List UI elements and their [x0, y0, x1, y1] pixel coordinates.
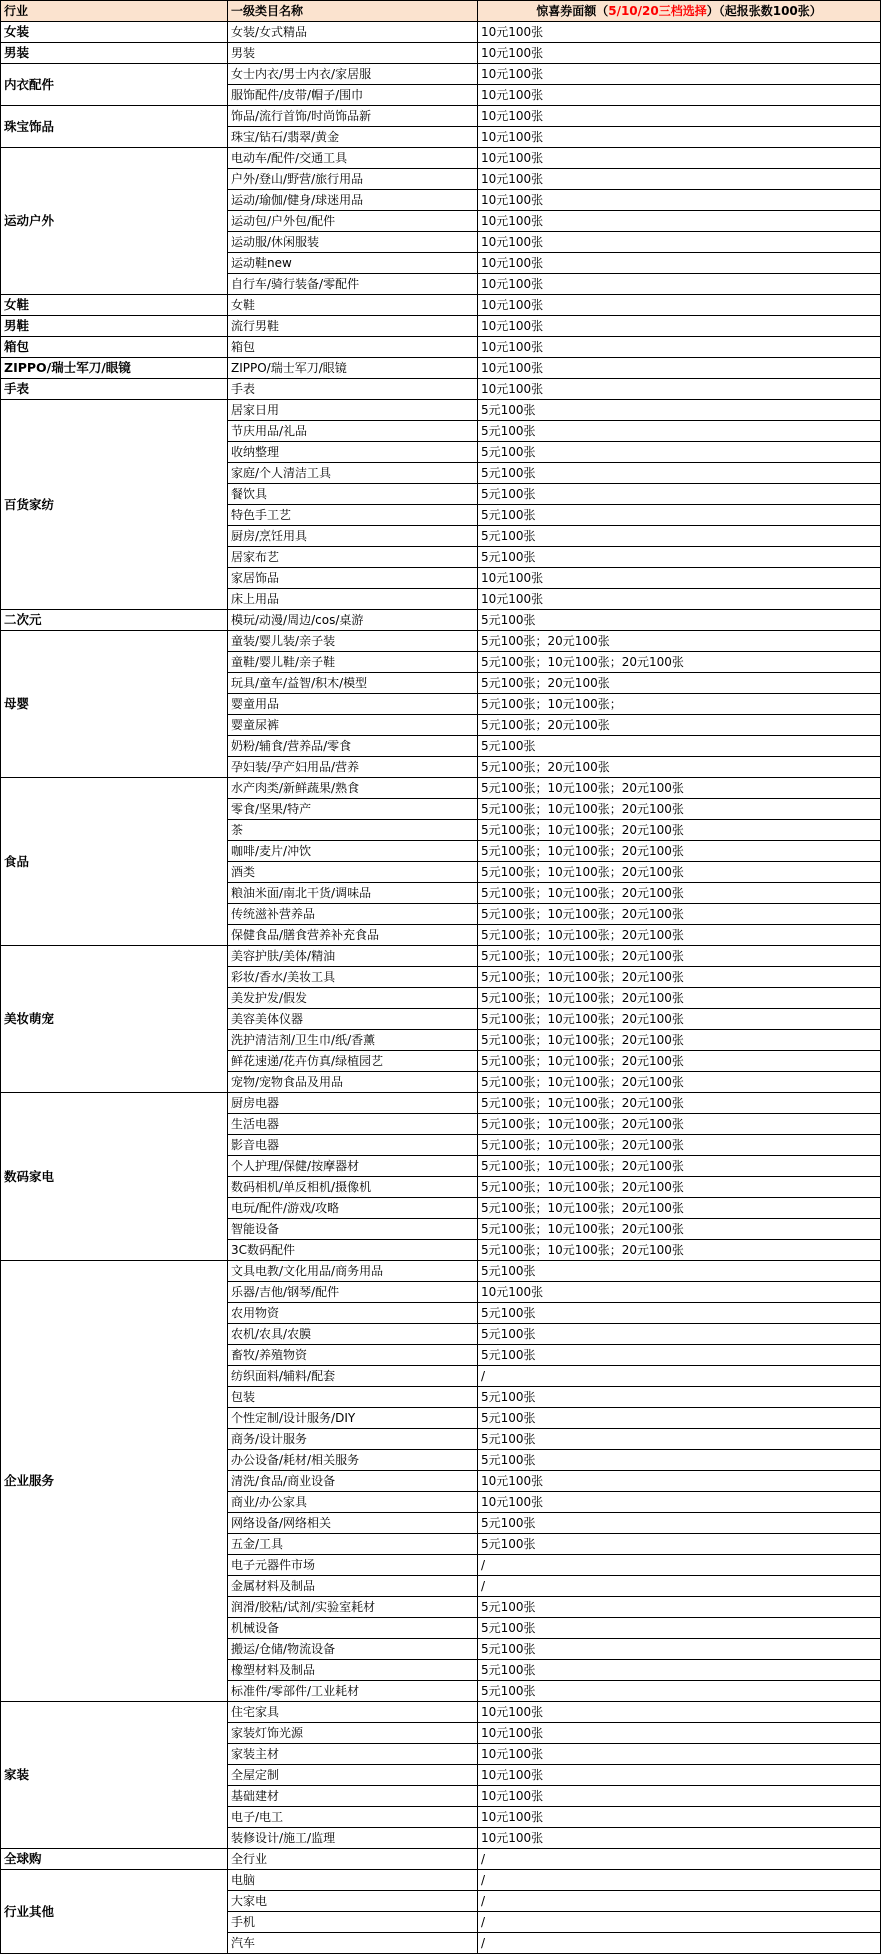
category-cell: 家居饰品 [228, 568, 478, 589]
category-cell: 玩具/童车/益智/积木/模型 [228, 673, 478, 694]
industry-cell: 家装 [1, 1702, 228, 1849]
category-cell: 女装/女式精品 [228, 22, 478, 43]
coupon-value-cell: 5元100张 [478, 1681, 881, 1702]
category-cell: 影音电器 [228, 1135, 478, 1156]
category-cell: 办公设备/耗材/相关服务 [228, 1450, 478, 1471]
category-cell: 服饰配件/皮带/帽子/围巾 [228, 85, 478, 106]
coupon-value-cell: 5元100张；20元100张 [478, 673, 881, 694]
coupon-value-cell: 5元100张；10元100张；20元100张 [478, 862, 881, 883]
coupon-value-cell: 10元100张 [478, 379, 881, 400]
table-row [1, 64, 881, 85]
coupon-value-cell: 10元100张 [478, 337, 881, 358]
category-cell: ZIPPO/瑞士军刀/眼镜 [228, 358, 478, 379]
category-cell: 男装 [228, 43, 478, 64]
coupon-value-cell: 10元100张 [478, 295, 881, 316]
coupon-value-cell: 10元100张 [478, 232, 881, 253]
coupon-value-cell: 5元100张；10元100张；20元100张 [478, 1219, 881, 1240]
category-cell: 大家电 [228, 1891, 478, 1912]
coupon-value-cell: 5元100张；10元100张；20元100张 [478, 1114, 881, 1135]
table-row [1, 1702, 881, 1723]
category-cell: 润滑/胶粘/试剂/实验室耗材 [228, 1597, 478, 1618]
coupon-value-cell: 5元100张 [478, 1429, 881, 1450]
category-cell: 3C数码配件 [228, 1240, 478, 1261]
industry-cell: 手表 [1, 379, 228, 400]
coupon-value-cell: 5元100张 [478, 736, 881, 757]
category-cell: 保健食品/膳食营养补充食品 [228, 925, 478, 946]
coupon-value-cell: 5元100张；10元100张；20元100张 [478, 1177, 881, 1198]
coupon-value-cell: 10元100张 [478, 22, 881, 43]
category-cell: 生活电器 [228, 1114, 478, 1135]
category-cell: 零食/坚果/特产 [228, 799, 478, 820]
category-cell: 床上用品 [228, 589, 478, 610]
category-cell: 奶粉/辅食/营养品/零食 [228, 736, 478, 757]
category-cell: 模玩/动漫/周边/cos/桌游 [228, 610, 478, 631]
industry-cell: 母婴 [1, 631, 228, 778]
industry-cell: 女装 [1, 22, 228, 43]
category-cell: 宠物/宠物食品及用品 [228, 1072, 478, 1093]
category-cell: 家庭/个人清洁工具 [228, 463, 478, 484]
coupon-value-cell: 5元100张；10元100张；20元100张 [478, 946, 881, 967]
coupon-value-cell: 10元100张 [478, 253, 881, 274]
coupon-value-cell: 5元100张；10元100张；20元100张 [478, 1198, 881, 1219]
category-cell: 厨房电器 [228, 1093, 478, 1114]
table-row [1, 106, 881, 127]
category-cell: 全行业 [228, 1849, 478, 1870]
category-cell: 电玩/配件/游戏/攻略 [228, 1198, 478, 1219]
coupon-value-cell: / [478, 1576, 881, 1597]
coupon-value-cell: 5元100张；20元100张 [478, 631, 881, 652]
header-row [1, 1, 881, 22]
category-cell: 粮油米面/南北干货/调味品 [228, 883, 478, 904]
category-cell: 女士内衣/男士内衣/家居服 [228, 64, 478, 85]
table-row [1, 148, 881, 169]
category-cell: 厨房/烹饪用具 [228, 526, 478, 547]
coupon-value-cell: 10元100张 [478, 43, 881, 64]
coupon-value-cell: 5元100张 [478, 1345, 881, 1366]
category-cell: 婴童用品 [228, 694, 478, 715]
industry-cell: 内衣配件 [1, 64, 228, 106]
header-amount-prefix: 惊喜券面额（ [536, 4, 609, 18]
category-cell: 包装 [228, 1387, 478, 1408]
category-cell: 搬运/仓储/物流设备 [228, 1639, 478, 1660]
coupon-value-cell: 5元100张 [478, 1639, 881, 1660]
coupon-value-cell: 10元100张 [478, 1723, 881, 1744]
industry-cell: 百货家纺 [1, 400, 228, 610]
category-cell: 网络设备/网络相关 [228, 1513, 478, 1534]
coupon-value-cell: 10元100张 [478, 568, 881, 589]
coupon-value-cell: 5元100张 [478, 526, 881, 547]
category-cell: 运动鞋new [228, 253, 478, 274]
coupon-value-cell: / [478, 1849, 881, 1870]
coupon-value-cell: / [478, 1366, 881, 1387]
header-industry: 行业 [1, 1, 228, 22]
table-row [1, 1870, 881, 1891]
category-cell: 电子/电工 [228, 1807, 478, 1828]
coupon-value-cell: 5元100张；10元100张；20元100张 [478, 883, 881, 904]
category-cell: 婴童尿裤 [228, 715, 478, 736]
industry-cell: 运动户外 [1, 148, 228, 295]
coupon-value-cell: 10元100张 [478, 1471, 881, 1492]
category-cell: 家装主材 [228, 1744, 478, 1765]
category-cell: 个人护理/保健/按摩器材 [228, 1156, 478, 1177]
table-row [1, 1261, 881, 1282]
category-cell: 家装灯饰光源 [228, 1723, 478, 1744]
header-amount-suffix: ）（起报张数100张） [706, 4, 822, 18]
table-row [1, 295, 881, 316]
industry-cell: 行业其他 [1, 1870, 228, 1954]
coupon-value-cell: 5元100张；10元100张；20元100张 [478, 1156, 881, 1177]
category-cell: 电脑 [228, 1870, 478, 1891]
coupon-value-cell: 10元100张 [478, 274, 881, 295]
table-row [1, 946, 881, 967]
industry-cell: 箱包 [1, 337, 228, 358]
category-cell: 农机/农具/农膜 [228, 1324, 478, 1345]
coupon-value-cell: 5元100张 [478, 1408, 881, 1429]
category-cell: 电动车/配件/交通工具 [228, 148, 478, 169]
table-row [1, 610, 881, 631]
coupon-value-cell: 10元100张 [478, 148, 881, 169]
category-cell: 基础建材 [228, 1786, 478, 1807]
category-cell: 童鞋/婴儿鞋/亲子鞋 [228, 652, 478, 673]
industry-cell: 食品 [1, 778, 228, 946]
coupon-value-cell: 10元100张 [478, 127, 881, 148]
category-cell: 水产肉类/新鲜蔬果/熟食 [228, 778, 478, 799]
category-cell: 全屋定制 [228, 1765, 478, 1786]
coupon-value-cell: 5元100张；10元100张；20元100张 [478, 1009, 881, 1030]
category-cell: 居家布艺 [228, 547, 478, 568]
category-cell: 手机 [228, 1912, 478, 1933]
coupon-value-cell: 10元100张 [478, 1807, 881, 1828]
industry-cell: 企业服务 [1, 1261, 228, 1702]
category-cell: 餐饮具 [228, 484, 478, 505]
category-cell: 运动服/休闲服装 [228, 232, 478, 253]
coupon-value-cell: 10元100张 [478, 1828, 881, 1849]
industry-cell: 女鞋 [1, 295, 228, 316]
coupon-value-cell: 5元100张；10元100张；20元100张 [478, 1072, 881, 1093]
coupon-value-cell: 5元100张；10元100张；20元100张 [478, 1093, 881, 1114]
coupon-value-cell: 5元100张；10元100张；20元100张 [478, 1051, 881, 1072]
coupon-value-cell: 10元100张 [478, 1282, 881, 1303]
coupon-value-cell: / [478, 1891, 881, 1912]
coupon-value-cell: 5元100张 [478, 463, 881, 484]
coupon-value-cell: 5元100张 [478, 1660, 881, 1681]
coupon-value-cell: / [478, 1870, 881, 1891]
category-cell: 纺织面料/辅料/配套 [228, 1366, 478, 1387]
category-cell: 户外/登山/野营/旅行用品 [228, 169, 478, 190]
category-cell: 收纳整理 [228, 442, 478, 463]
category-cell: 咖啡/麦片/冲饮 [228, 841, 478, 862]
header-amount [478, 1, 881, 22]
coupon-value-cell: 10元100张 [478, 316, 881, 337]
coupon-value-cell: 10元100张 [478, 1744, 881, 1765]
category-cell: 标准件/零部件/工业耗材 [228, 1681, 478, 1702]
coupon-value-cell: 5元100张；10元100张；20元100张 [478, 778, 881, 799]
coupon-value-cell: 5元100张 [478, 1597, 881, 1618]
category-cell: 机械设备 [228, 1618, 478, 1639]
category-cell: 特色手工艺 [228, 505, 478, 526]
industry-cell: 二次元 [1, 610, 228, 631]
category-cell: 传统滋补营养品 [228, 904, 478, 925]
industry-cell: 男鞋 [1, 316, 228, 337]
industry-cell: 美妆萌宠 [1, 946, 228, 1093]
coupon-value-cell: 5元100张 [478, 610, 881, 631]
category-cell: 孕妇装/孕产妇用品/营养 [228, 757, 478, 778]
coupon-value-cell: 5元100张 [478, 400, 881, 421]
coupon-value-cell: 5元100张；10元100张；20元100张 [478, 820, 881, 841]
category-cell: 饰品/流行首饰/时尚饰品新 [228, 106, 478, 127]
coupon-value-cell: 5元100张 [478, 1387, 881, 1408]
coupon-value-cell: 10元100张 [478, 1492, 881, 1513]
category-cell: 文具电教/文化用品/商务用品 [228, 1261, 478, 1282]
category-cell: 商业/办公家具 [228, 1492, 478, 1513]
coupon-value-cell: 10元100张 [478, 358, 881, 379]
category-cell: 个性定制/设计服务/DIY [228, 1408, 478, 1429]
coupon-value-cell: 5元100张；10元100张；20元100张 [478, 1240, 881, 1261]
category-cell: 鲜花速递/花卉仿真/绿植园艺 [228, 1051, 478, 1072]
industry-cell: 珠宝饰品 [1, 106, 228, 148]
table-row [1, 316, 881, 337]
category-cell: 运动/瑜伽/健身/球迷用品 [228, 190, 478, 211]
category-cell: 箱包 [228, 337, 478, 358]
coupon-value-cell: / [478, 1912, 881, 1933]
coupon-value-cell: 10元100张 [478, 64, 881, 85]
coupon-value-cell: 5元100张 [478, 1450, 881, 1471]
category-cell: 数码相机/单反相机/摄像机 [228, 1177, 478, 1198]
category-cell: 智能设备 [228, 1219, 478, 1240]
coupon-value-cell: 5元100张；10元100张；20元100张 [478, 967, 881, 988]
coupon-value-cell: 10元100张 [478, 190, 881, 211]
category-cell: 洗护清洁剂/卫生巾/纸/香薰 [228, 1030, 478, 1051]
coupon-value-cell: 5元100张 [478, 1261, 881, 1282]
industry-cell: 数码家电 [1, 1093, 228, 1261]
industry-cell: 男装 [1, 43, 228, 64]
coupon-value-cell: 5元100张；10元100张；20元100张 [478, 925, 881, 946]
table-row [1, 1093, 881, 1114]
coupon-value-cell: 10元100张 [478, 1702, 881, 1723]
coupon-value-cell: 5元100张；10元100张；20元100张 [478, 652, 881, 673]
coupon-value-cell: 5元100张 [478, 1303, 881, 1324]
coupon-value-cell: 5元100张 [478, 421, 881, 442]
coupon-value-cell: / [478, 1555, 881, 1576]
table-row [1, 631, 881, 652]
category-cell: 五金/工具 [228, 1534, 478, 1555]
category-cell: 酒类 [228, 862, 478, 883]
coupon-value-cell: 5元100张 [478, 547, 881, 568]
header-amount-highlight: 5/10/20三档选择 [608, 4, 707, 18]
industry-cell: ZIPPO/瑞士军刀/眼镜 [1, 358, 228, 379]
coupon-value-cell: 10元100张 [478, 85, 881, 106]
coupon-value-cell: 10元100张 [478, 1765, 881, 1786]
table-row [1, 337, 881, 358]
category-cell: 电子元器件市场 [228, 1555, 478, 1576]
coupon-value-cell: 5元100张；10元100张；20元100张 [478, 1135, 881, 1156]
category-cell: 金属材料及制品 [228, 1576, 478, 1597]
category-cell: 橡塑材料及制品 [228, 1660, 478, 1681]
category-cell: 农用物资 [228, 1303, 478, 1324]
coupon-value-cell: 5元100张；20元100张 [478, 757, 881, 778]
header-category: 一级类目名称 [228, 1, 478, 22]
table-row [1, 22, 881, 43]
category-cell: 美容美体仪器 [228, 1009, 478, 1030]
table-row [1, 778, 881, 799]
coupon-value-cell: 5元100张 [478, 1324, 881, 1345]
coupon-value-cell: 5元100张 [478, 505, 881, 526]
coupon-value-cell: 10元100张 [478, 106, 881, 127]
category-cell: 手表 [228, 379, 478, 400]
category-cell: 居家日用 [228, 400, 478, 421]
category-cell: 女鞋 [228, 295, 478, 316]
coupon-value-cell: 5元100张 [478, 442, 881, 463]
category-cell: 美发护发/假发 [228, 988, 478, 1009]
table-row [1, 358, 881, 379]
category-cell: 装修设计/施工/监理 [228, 1828, 478, 1849]
category-cell: 清洗/食品/商业设备 [228, 1471, 478, 1492]
coupon-value-cell: 10元100张 [478, 211, 881, 232]
category-cell: 节庆用品/礼品 [228, 421, 478, 442]
coupon-value-cell: 5元100张；10元100张；20元100张 [478, 1030, 881, 1051]
coupon-value-cell: 10元100张 [478, 589, 881, 610]
category-cell: 畜牧/养殖物资 [228, 1345, 478, 1366]
table-body [1, 22, 881, 1954]
category-cell: 童装/婴儿装/亲子装 [228, 631, 478, 652]
category-cell: 汽车 [228, 1933, 478, 1954]
coupon-value-cell: / [478, 1933, 881, 1954]
category-cell: 流行男鞋 [228, 316, 478, 337]
table-row [1, 1849, 881, 1870]
category-cell: 美容护肤/美体/精油 [228, 946, 478, 967]
coupon-value-cell: 5元100张；10元100张；20元100张 [478, 988, 881, 1009]
category-cell: 乐器/吉他/钢琴/配件 [228, 1282, 478, 1303]
category-cell: 运动包/户外包/配件 [228, 211, 478, 232]
category-cell: 自行车/骑行装备/零配件 [228, 274, 478, 295]
coupon-value-cell: 10元100张 [478, 1786, 881, 1807]
coupon-value-cell: 5元100张；10元100张；20元100张 [478, 799, 881, 820]
table-row [1, 43, 881, 64]
category-cell: 彩妆/香水/美妆工具 [228, 967, 478, 988]
coupon-value-cell: 5元100张 [478, 484, 881, 505]
category-cell: 商务/设计服务 [228, 1429, 478, 1450]
table-row [1, 379, 881, 400]
table-row [1, 400, 881, 421]
coupon-value-cell: 5元100张；10元100张；20元100张 [478, 904, 881, 925]
category-cell: 珠宝/钻石/翡翠/黄金 [228, 127, 478, 148]
coupon-value-cell: 5元100张；20元100张 [478, 715, 881, 736]
coupon-value-cell: 10元100张 [478, 169, 881, 190]
category-cell: 茶 [228, 820, 478, 841]
coupon-value-cell: 5元100张；10元100张；20元100张 [478, 841, 881, 862]
coupon-value-cell: 5元100张 [478, 1618, 881, 1639]
coupon-value-cell: 5元100张 [478, 1534, 881, 1555]
category-cell: 住宅家具 [228, 1702, 478, 1723]
coupon-value-cell: 5元100张；10元100张； [478, 694, 881, 715]
industry-cell: 全球购 [1, 1849, 228, 1870]
coupon-value-cell: 5元100张 [478, 1513, 881, 1534]
